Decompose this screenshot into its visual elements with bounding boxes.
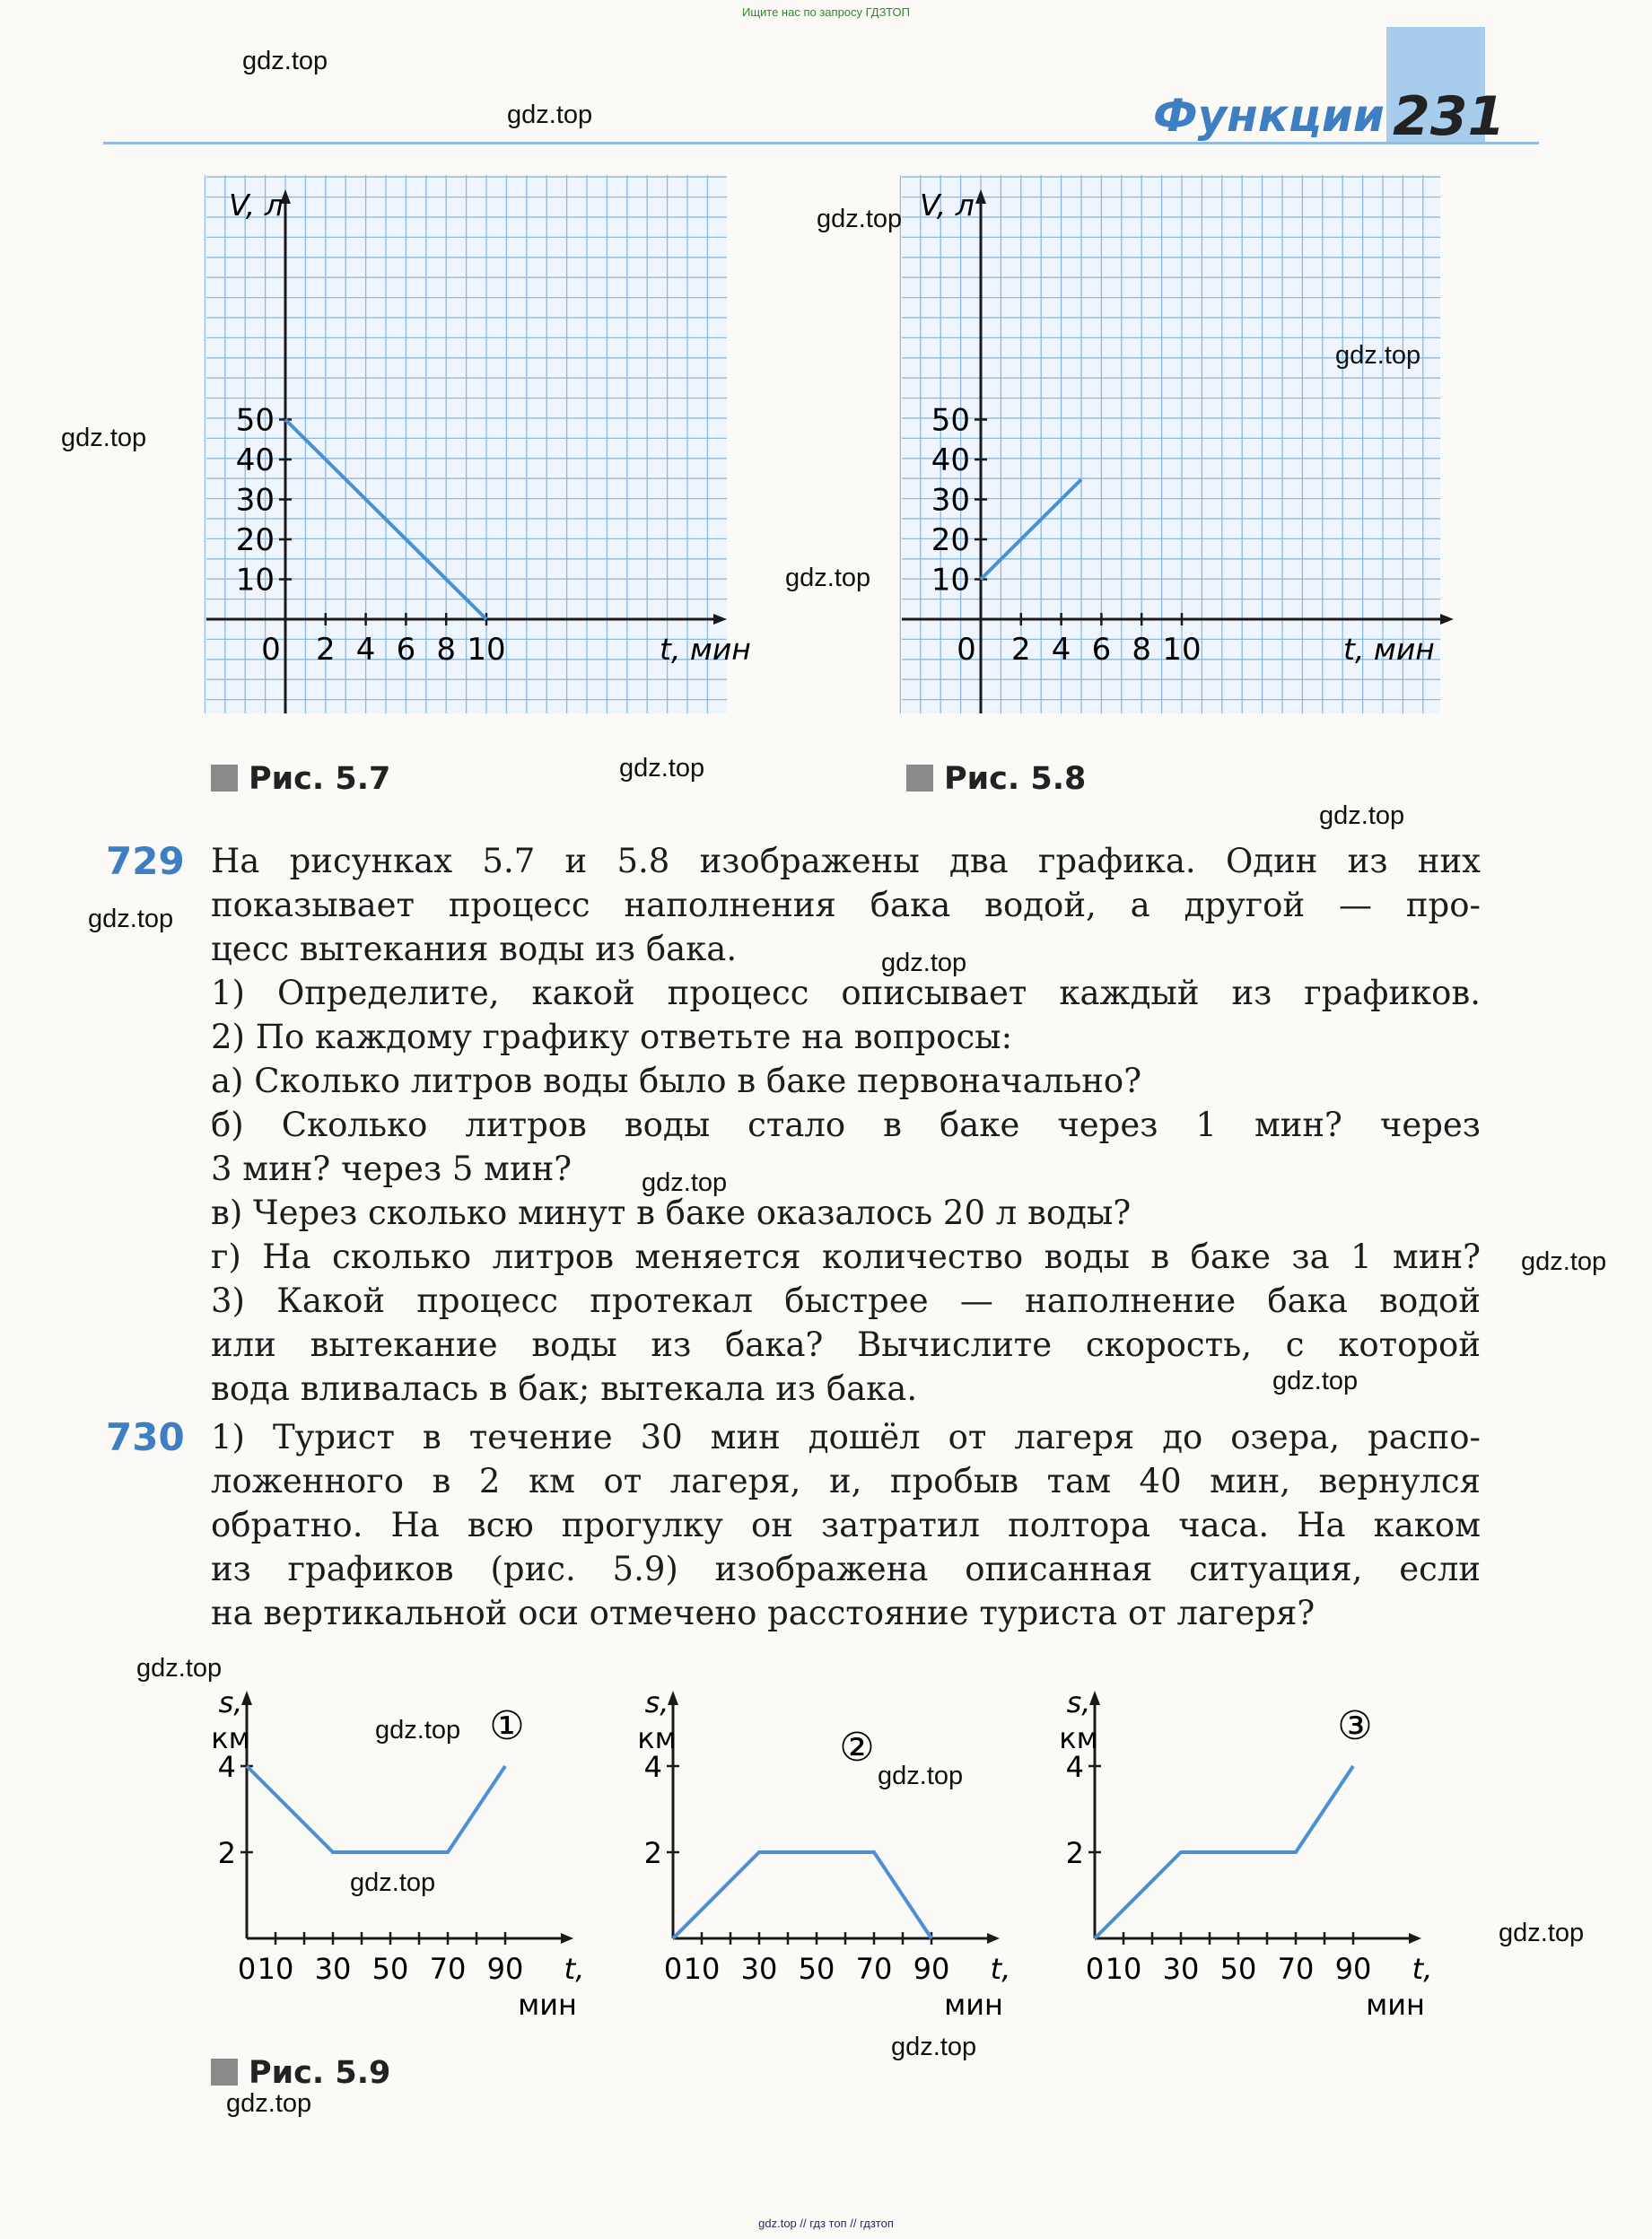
x-tick-label: 70: [855, 1952, 893, 1986]
x-axis-arrow: [1440, 614, 1454, 625]
x-tick-label: 4: [355, 632, 376, 668]
x-tick-label: 6: [396, 632, 416, 668]
watermark: gdz.top: [785, 564, 871, 592]
watermark: gdz.top: [881, 949, 967, 977]
y-axis-arrow: [668, 1691, 678, 1705]
figure-5-7-caption: Рис. 5.7: [211, 761, 390, 797]
text-line: На рисунках 5.7 и 5.8 изображены два графика. Один из них: [211, 842, 1481, 880]
figure-5-8: [902, 175, 1458, 731]
y-axis-unit: км: [637, 1721, 677, 1755]
y-axis-label: V, л: [229, 188, 284, 223]
text-line: или вытекание воды из бака? Вычислите скорость, с которой: [211, 1325, 1481, 1364]
x-tick-label: 70: [1277, 1952, 1315, 1986]
x-axis-arrow: [561, 1933, 573, 1944]
graph-number-marker: ①: [489, 1703, 525, 1749]
y-tick-label: 30: [235, 482, 275, 519]
y-axis-label: s,: [644, 1685, 669, 1719]
text-line: 3 мин? через 5 мин?: [211, 1150, 573, 1188]
x-axis-label: t, мин: [1343, 632, 1435, 667]
y-tick-label: 10: [931, 562, 970, 599]
watermark: gdz.top: [891, 2033, 977, 2061]
y-tick-label: 40: [235, 442, 275, 478]
text-line: б) Сколько литров воды стало в баке через 1 мин? через: [211, 1106, 1481, 1144]
x-axis-unit: мин: [944, 1988, 1003, 2022]
watermark: gdz.top: [642, 1168, 728, 1197]
problem-730-text: [211, 1415, 1481, 1635]
page-number: 231: [1393, 85, 1506, 148]
x-axis-unit: мин: [1366, 1988, 1425, 2022]
x-tick-label: 10: [1162, 632, 1202, 668]
x-tick-label: 8: [1132, 632, 1152, 668]
x-tick-label: 90: [913, 1952, 950, 1986]
y-axis-unit: км: [1059, 1721, 1098, 1755]
text-line: 2) По каждому графику ответьте на вопросы:: [211, 1018, 1013, 1056]
header-rule: [103, 142, 1539, 144]
x-tick-label: 10: [683, 1952, 721, 1986]
watermark: gdz.top: [1499, 1919, 1585, 1947]
watermark: gdz.top: [817, 205, 903, 233]
x-tick-label: 10: [257, 1952, 294, 1986]
x-tick-label: 70: [429, 1952, 467, 1986]
y-tick-label: 4: [217, 1750, 236, 1784]
x-tick-label: 6: [1091, 632, 1112, 668]
text-line: вода вливалась в бак; вытекала из бака.: [211, 1369, 918, 1408]
y-tick-label: 30: [931, 482, 970, 519]
watermark: gdz.top: [1521, 1247, 1607, 1276]
watermark: gdz.top: [88, 905, 174, 933]
x-axis-arrow: [1409, 1933, 1421, 1944]
x-tick-label: 4: [1051, 632, 1071, 668]
text-line: показывает процесс наполнения бака водой, а другой — про-: [211, 886, 1481, 924]
text-line: обратно. На всю прогулку он затратил полтора часа. На каком: [211, 1506, 1481, 1544]
watermark: gdz.top: [242, 47, 328, 75]
y-tick-label: 50: [931, 402, 970, 439]
x-tick-label: 2: [1010, 632, 1031, 668]
y-tick-label: 50: [235, 402, 275, 439]
problem-729-number: 729: [106, 839, 185, 883]
watermark: gdz.top: [375, 1716, 461, 1745]
watermark: gdz.top: [507, 101, 593, 129]
x-tick-label: 50: [798, 1952, 835, 1986]
problem-730-number: 730: [106, 1415, 185, 1459]
x-axis-label: t, мин: [660, 632, 751, 667]
y-axis-label: V, л: [920, 188, 975, 223]
text-line: а) Сколько литров воды было в баке первоначально?: [211, 1062, 1142, 1100]
x-axis-label: t,: [564, 1952, 585, 1986]
watermark: gdz.top: [1272, 1367, 1359, 1395]
x-tick-label: 2: [315, 632, 336, 668]
watermark: gdz.top: [136, 1654, 223, 1683]
watermark: gdz.top: [350, 1868, 436, 1897]
y-tick-label: 20: [235, 522, 275, 558]
figure-5-9-caption: Рис. 5.9: [211, 2055, 390, 2091]
x-tick-label: 10: [467, 632, 506, 668]
x-tick-label: 90: [486, 1952, 524, 1986]
x-axis-arrow: [987, 1933, 1000, 1944]
figure-5-9-graph-3: [1059, 1678, 1481, 2037]
y-tick-label: 20: [931, 522, 970, 558]
figure-5-8-caption: Рис. 5.8: [906, 761, 1086, 797]
text-line: ложенного в 2 км от лагеря, и, пробыв там 40 мин, вернулся: [211, 1462, 1481, 1500]
text-line: в) Через сколько минут в баке оказалось 20 л воды?: [211, 1194, 1132, 1232]
x-tick-label: 30: [1162, 1952, 1200, 1986]
x-tick-label: 50: [1219, 1952, 1257, 1986]
graph-line: [1095, 1766, 1353, 1938]
y-tick-label: 10: [235, 562, 275, 599]
grid: [205, 175, 727, 713]
top-banner: Ищите нас по запросу ГДЗТОП: [741, 5, 910, 19]
text-line: 3) Какой процесс протекал быстрее — наполнение бака водой: [211, 1281, 1481, 1320]
x-tick-label: 10: [1105, 1952, 1142, 1986]
y-axis-label: s,: [1066, 1685, 1091, 1719]
graph-number-marker: ②: [839, 1725, 875, 1771]
x-tick-label: 8: [436, 632, 457, 668]
x-tick-label: 0: [1085, 1952, 1105, 1986]
x-tick-label: 30: [740, 1952, 778, 1986]
x-axis-label: t,: [990, 1952, 1011, 1986]
y-axis-unit: км: [211, 1721, 250, 1755]
x-tick-label: 0: [261, 632, 281, 668]
graph-number-marker: ③: [1337, 1703, 1373, 1749]
y-tick-label: 2: [1065, 1836, 1084, 1870]
x-axis-label: t,: [1412, 1952, 1433, 1986]
bottom-banner: gdz.top // гдз топ // гдзтоп: [758, 2217, 894, 2230]
y-axis-label: s,: [218, 1685, 243, 1719]
text-line: 1) Турист в течение 30 мин дошёл от лагеря до озера, распо-: [211, 1418, 1481, 1456]
x-tick-label: 0: [957, 632, 976, 668]
watermark: gdz.top: [61, 424, 147, 452]
y-tick-label: 2: [643, 1836, 662, 1870]
x-tick-label: 0: [237, 1952, 257, 1986]
text-line: цесс вытекания воды из бака.: [211, 930, 738, 968]
y-axis-arrow: [241, 1691, 252, 1705]
watermark: gdz.top: [878, 1762, 964, 1790]
x-tick-label: 90: [1334, 1952, 1372, 1986]
watermark: gdz.top: [1319, 801, 1405, 830]
x-tick-label: 50: [371, 1952, 409, 1986]
section-title: Функции: [1153, 90, 1385, 142]
text-line: из графиков (рис. 5.9) изображена описанная ситуация, если: [211, 1550, 1481, 1588]
graph-line: [247, 1766, 505, 1852]
x-tick-label: 0: [663, 1952, 683, 1986]
watermark: gdz.top: [1335, 341, 1421, 370]
y-tick-label: 40: [931, 442, 970, 478]
y-tick-label: 4: [1065, 1750, 1084, 1784]
text-line: 1) Определите, какой процесс описывает каждый из графиков.: [211, 974, 1481, 1012]
watermark: gdz.top: [619, 754, 705, 783]
y-tick-label: 2: [217, 1836, 236, 1870]
graph-line: [673, 1852, 931, 1938]
y-axis-arrow: [1089, 1691, 1100, 1705]
text-line: на вертикальной оси отмечено расстояние туриста от лагеря?: [211, 1594, 1315, 1632]
y-tick-label: 4: [643, 1750, 662, 1784]
x-axis-unit: мин: [518, 1988, 577, 2022]
text-line: г) На сколько литров меняется количество воды в баке за 1 мин?: [211, 1238, 1481, 1276]
watermark: gdz.top: [226, 2089, 312, 2118]
problem-729-text: [211, 839, 1481, 1411]
x-tick-label: 30: [314, 1952, 352, 1986]
figure-5-9-graph-2: [637, 1678, 1041, 2037]
figure-5-7: [206, 175, 751, 731]
